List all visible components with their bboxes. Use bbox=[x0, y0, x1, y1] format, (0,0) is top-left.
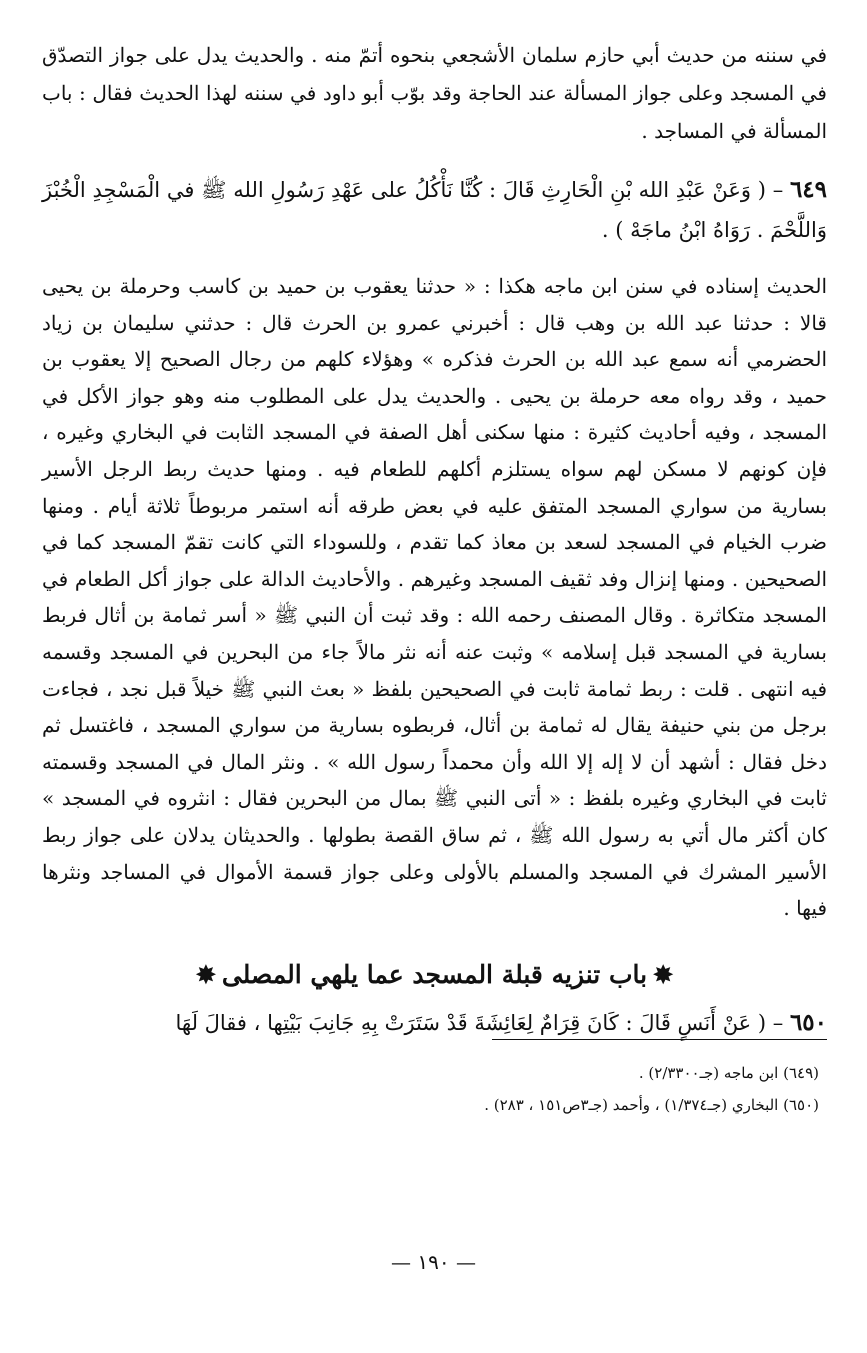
commentary-paragraph: الحديث إسناده في سنن ابن ماجه هكذا : « حدثنا يعقوب بن حميد بن كاسب وحرملة بن يحيى قالا : حدثنا عبد الله بن وهب قال : أخبرني عمرو بن الحرث قال : حدثني سليمان بن زياد الحضرمي أنه سمع عبد الله بن الحرث فذكره » وهؤلاء كلهم من رجال الصحيح إلا يعقوب بن حميد ، وقد رواه معه حرملة بن يحيى . والحديث يدل على المطلوب منه وهو جواز الأكل في المسجد ، وفيه أحاديث كثيرة : منها سكنى أهل الصفة في المسجد الثابت في البخاري وغيره ، فإن كونهم لا مسكن لهم سواه يستلزم أكلهم للطعام فيه . ومنها حديث ربط الرجل الأسير بسارية من سواري المسجد المتفق عليه في بعض طرقه أنه استمر مربوطاً ثلاثة أيام . ومنها ضرب الخيام في المسجد لسعد بن معاذ كما تقدم ، وللسوداء التي كانت تقمّ المسجد كما في الصحيحين . ومنها إنزال وفد ثقيف المسجد وغيرهم . والأحاديث الدالة على جواز أكل الطعام في المسجد متكاثرة . وقال المصنف رحمه الله : وقد ثبت أن النبي ﷺ « أسر ثمامة بن أثال فربط بسارية في المسجد قبل إسلامه » وثبت عنه أنه نثر مالاً جاء من البحرين في المسجد وقسمه فيه انتهى . قلت : ربط ثمامة ثابت في الصحيحين بلفظ « بعث النبي ﷺ خيلاً قبل نجد ، فجاءت برجل من بني حنيفة يقال له ثمامة بن أثال، فربطوه بسارية من سواري المسجد ، فاغتسل ثم دخل فقال : أشهد أن لا إله إلا الله وأن محمداً رسول الله » . ونثر المال في المسجد وقسمته ثابت في البخاري وغيره بلفظ : « أتى النبي ﷺ بمال من البحرين فقال : انثروه في المسجد » كان أكثر مال أتي به رسول الله ﷺ ، ثم ساق القصة بطولها . والحديثان يدلان على جواز ربط الأسير المشرك في المسجد والمسلم بالأولى وعلى جواز قسمة الأموال في المساجد ونثرها فيها . bbox=[42, 274, 828, 921]
star-ornament-icon: ✸ bbox=[653, 959, 674, 989]
hadith-650 bbox=[42, 1003, 827, 1043]
section-heading bbox=[42, 955, 827, 995]
hadith-650-text: – ( عَنْ أَنَسٍ قَالَ : كَانَ قِرَامٌ لِعَائِشَةَ قَدْ سَتَرَتْ بِهِ جَانِبَ بَيْتِها ، فقالَ لَهَا bbox=[175, 1010, 790, 1035]
footnote-650: (٦٥٠) البخاري (جـ١/٣٧٤) ، وأحمد (جـ٣ص١٥١ ، ٢٨٣) . bbox=[484, 1095, 819, 1114]
footnote-649: (٦٤٩) ابن ماجه (جـ٢/٣٣٠٠) . bbox=[638, 1063, 819, 1082]
hadith-649-text: – ( وَعَنْ عَبْدِ الله بْنِ الْحَارِثِ قَالَ : كُنَّا نَأْكُلُ على عَهْدِ رَسُولِ الله ﷺ في الْمَسْجِدِ الْخُبْزَ وَاللَّحْمَ . رَوَاهُ ابْنُ ماجَهْ ) . bbox=[42, 178, 827, 242]
hadith-649-number: ٦٤٩ bbox=[789, 176, 827, 203]
footnotes bbox=[42, 1057, 827, 1121]
section-heading-title: باب تنزيه قبلة المسجد عما يلهي المصلى bbox=[221, 959, 648, 989]
intro-paragraph: في سننه من حديث أبي حازم سلمان الأشجعي بنحوه أتمّ منه . والحديث يدل على جواز التصدّق في المسجد وعلى جواز المسألة عند الحاجة وقد بوّب أبو داود في سننه لهذا الحديث فقال : باب المسألة في المساجد . bbox=[42, 43, 827, 143]
star-ornament-icon: ✸ bbox=[195, 959, 216, 989]
hadith-650-number: ٦٥٠ bbox=[789, 1008, 827, 1036]
hadith-649 bbox=[42, 170, 827, 250]
page-number: — ١٩٠ — bbox=[391, 1250, 476, 1274]
footnote-separator bbox=[492, 1039, 827, 1040]
